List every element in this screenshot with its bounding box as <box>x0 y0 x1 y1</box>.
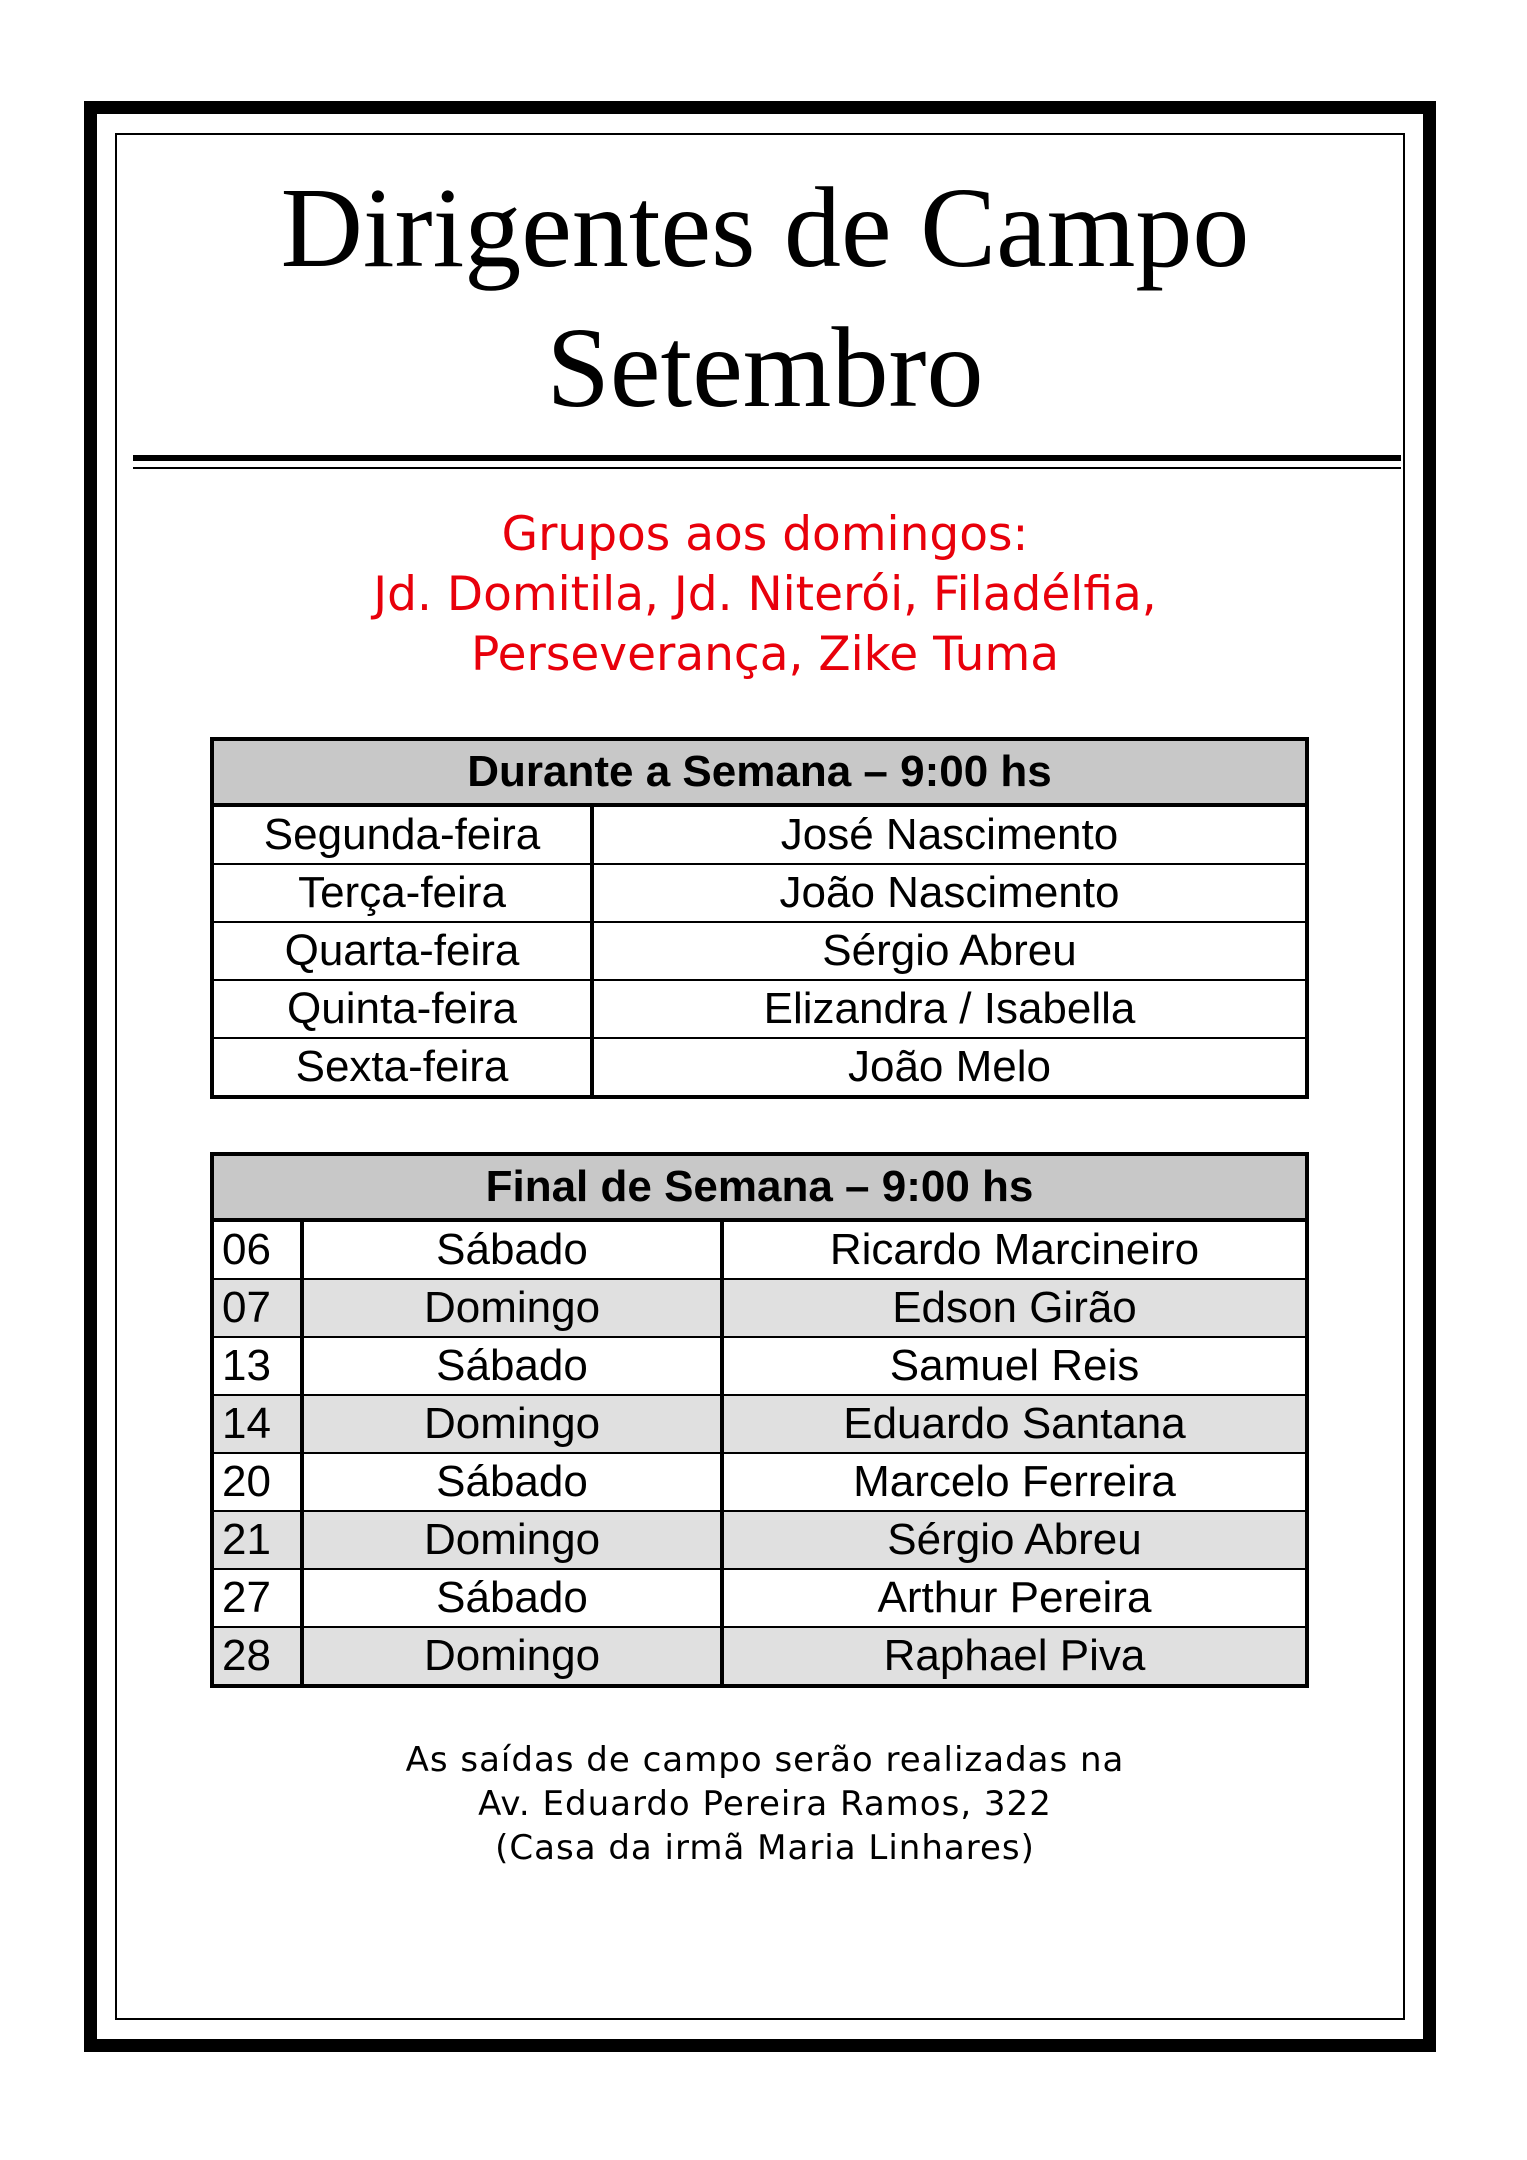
weekday-table-header: Durante a Semana – 9:00 hs <box>212 739 1307 805</box>
day-cell: Segunda-feira <box>212 805 592 864</box>
leader-cell: João Melo <box>592 1038 1307 1097</box>
date-cell: 20 <box>212 1453 302 1511</box>
day-cell: Sábado <box>302 1453 722 1511</box>
leader-cell: Sérgio Abreu <box>592 922 1307 980</box>
page-title <box>115 158 1415 438</box>
table-row <box>212 864 1307 922</box>
table-row <box>212 1038 1307 1097</box>
table-row <box>212 1279 1307 1337</box>
leader-cell: José Nascimento <box>592 805 1307 864</box>
title-line-2: Setembro <box>546 304 984 431</box>
groups-line-1: Grupos aos domingos: <box>501 507 1029 562</box>
table-row <box>212 980 1307 1038</box>
table-row <box>212 1395 1307 1453</box>
day-cell: Quinta-feira <box>212 980 592 1038</box>
table-row <box>212 1627 1307 1686</box>
meeting-location-note <box>115 1738 1415 1870</box>
footer-line-1: As saídas de campo serão realizadas na <box>405 1740 1125 1780</box>
day-cell: Quarta-feira <box>212 922 592 980</box>
leader-cell: Arthur Pereira <box>722 1569 1307 1627</box>
table-row <box>212 1511 1307 1569</box>
weekday-table <box>210 737 1309 1099</box>
leader-cell: Ricardo Marcineiro <box>722 1220 1307 1279</box>
date-cell: 21 <box>212 1511 302 1569</box>
footer-line-2: Av. Eduardo Pereira Ramos, 322 <box>478 1784 1052 1824</box>
table-row <box>212 805 1307 864</box>
day-cell: Sexta-feira <box>212 1038 592 1097</box>
date-cell: 27 <box>212 1569 302 1627</box>
day-cell: Sábado <box>302 1220 722 1279</box>
divider-thin <box>133 467 1401 469</box>
groups-line-2: Jd. Domitila, Jd. Niterói, Filadélfia, <box>373 567 1157 622</box>
leader-cell: Marcelo Ferreira <box>722 1453 1307 1511</box>
leader-cell: Raphael Piva <box>722 1627 1307 1686</box>
divider-thick <box>133 455 1401 461</box>
date-cell: 13 <box>212 1337 302 1395</box>
weekend-table <box>210 1152 1309 1688</box>
leader-cell: Elizandra / Isabella <box>592 980 1307 1038</box>
table-row <box>212 1453 1307 1511</box>
leader-cell: João Nascimento <box>592 864 1307 922</box>
day-cell: Sábado <box>302 1337 722 1395</box>
date-cell: 07 <box>212 1279 302 1337</box>
sunday-groups <box>115 505 1415 685</box>
leader-cell: Eduardo Santana <box>722 1395 1307 1453</box>
leader-cell: Samuel Reis <box>722 1337 1307 1395</box>
day-cell: Terça-feira <box>212 864 592 922</box>
date-cell: 14 <box>212 1395 302 1453</box>
day-cell: Domingo <box>302 1279 722 1337</box>
leader-cell: Sérgio Abreu <box>722 1511 1307 1569</box>
day-cell: Sábado <box>302 1569 722 1627</box>
leader-cell: Edson Girão <box>722 1279 1307 1337</box>
day-cell: Domingo <box>302 1395 722 1453</box>
groups-line-3: Perseverança, Zike Tuma <box>470 627 1060 682</box>
weekend-table-header: Final de Semana – 9:00 hs <box>212 1154 1307 1220</box>
day-cell: Domingo <box>302 1627 722 1686</box>
date-cell: 06 <box>212 1220 302 1279</box>
date-cell: 28 <box>212 1627 302 1686</box>
table-row <box>212 1569 1307 1627</box>
table-row <box>212 922 1307 980</box>
table-row <box>212 1220 1307 1279</box>
table-row <box>212 1337 1307 1395</box>
footer-line-3: (Casa da irmã Maria Linhares) <box>495 1828 1035 1868</box>
title-line-1: Dirigentes de Campo <box>280 164 1250 291</box>
day-cell: Domingo <box>302 1511 722 1569</box>
